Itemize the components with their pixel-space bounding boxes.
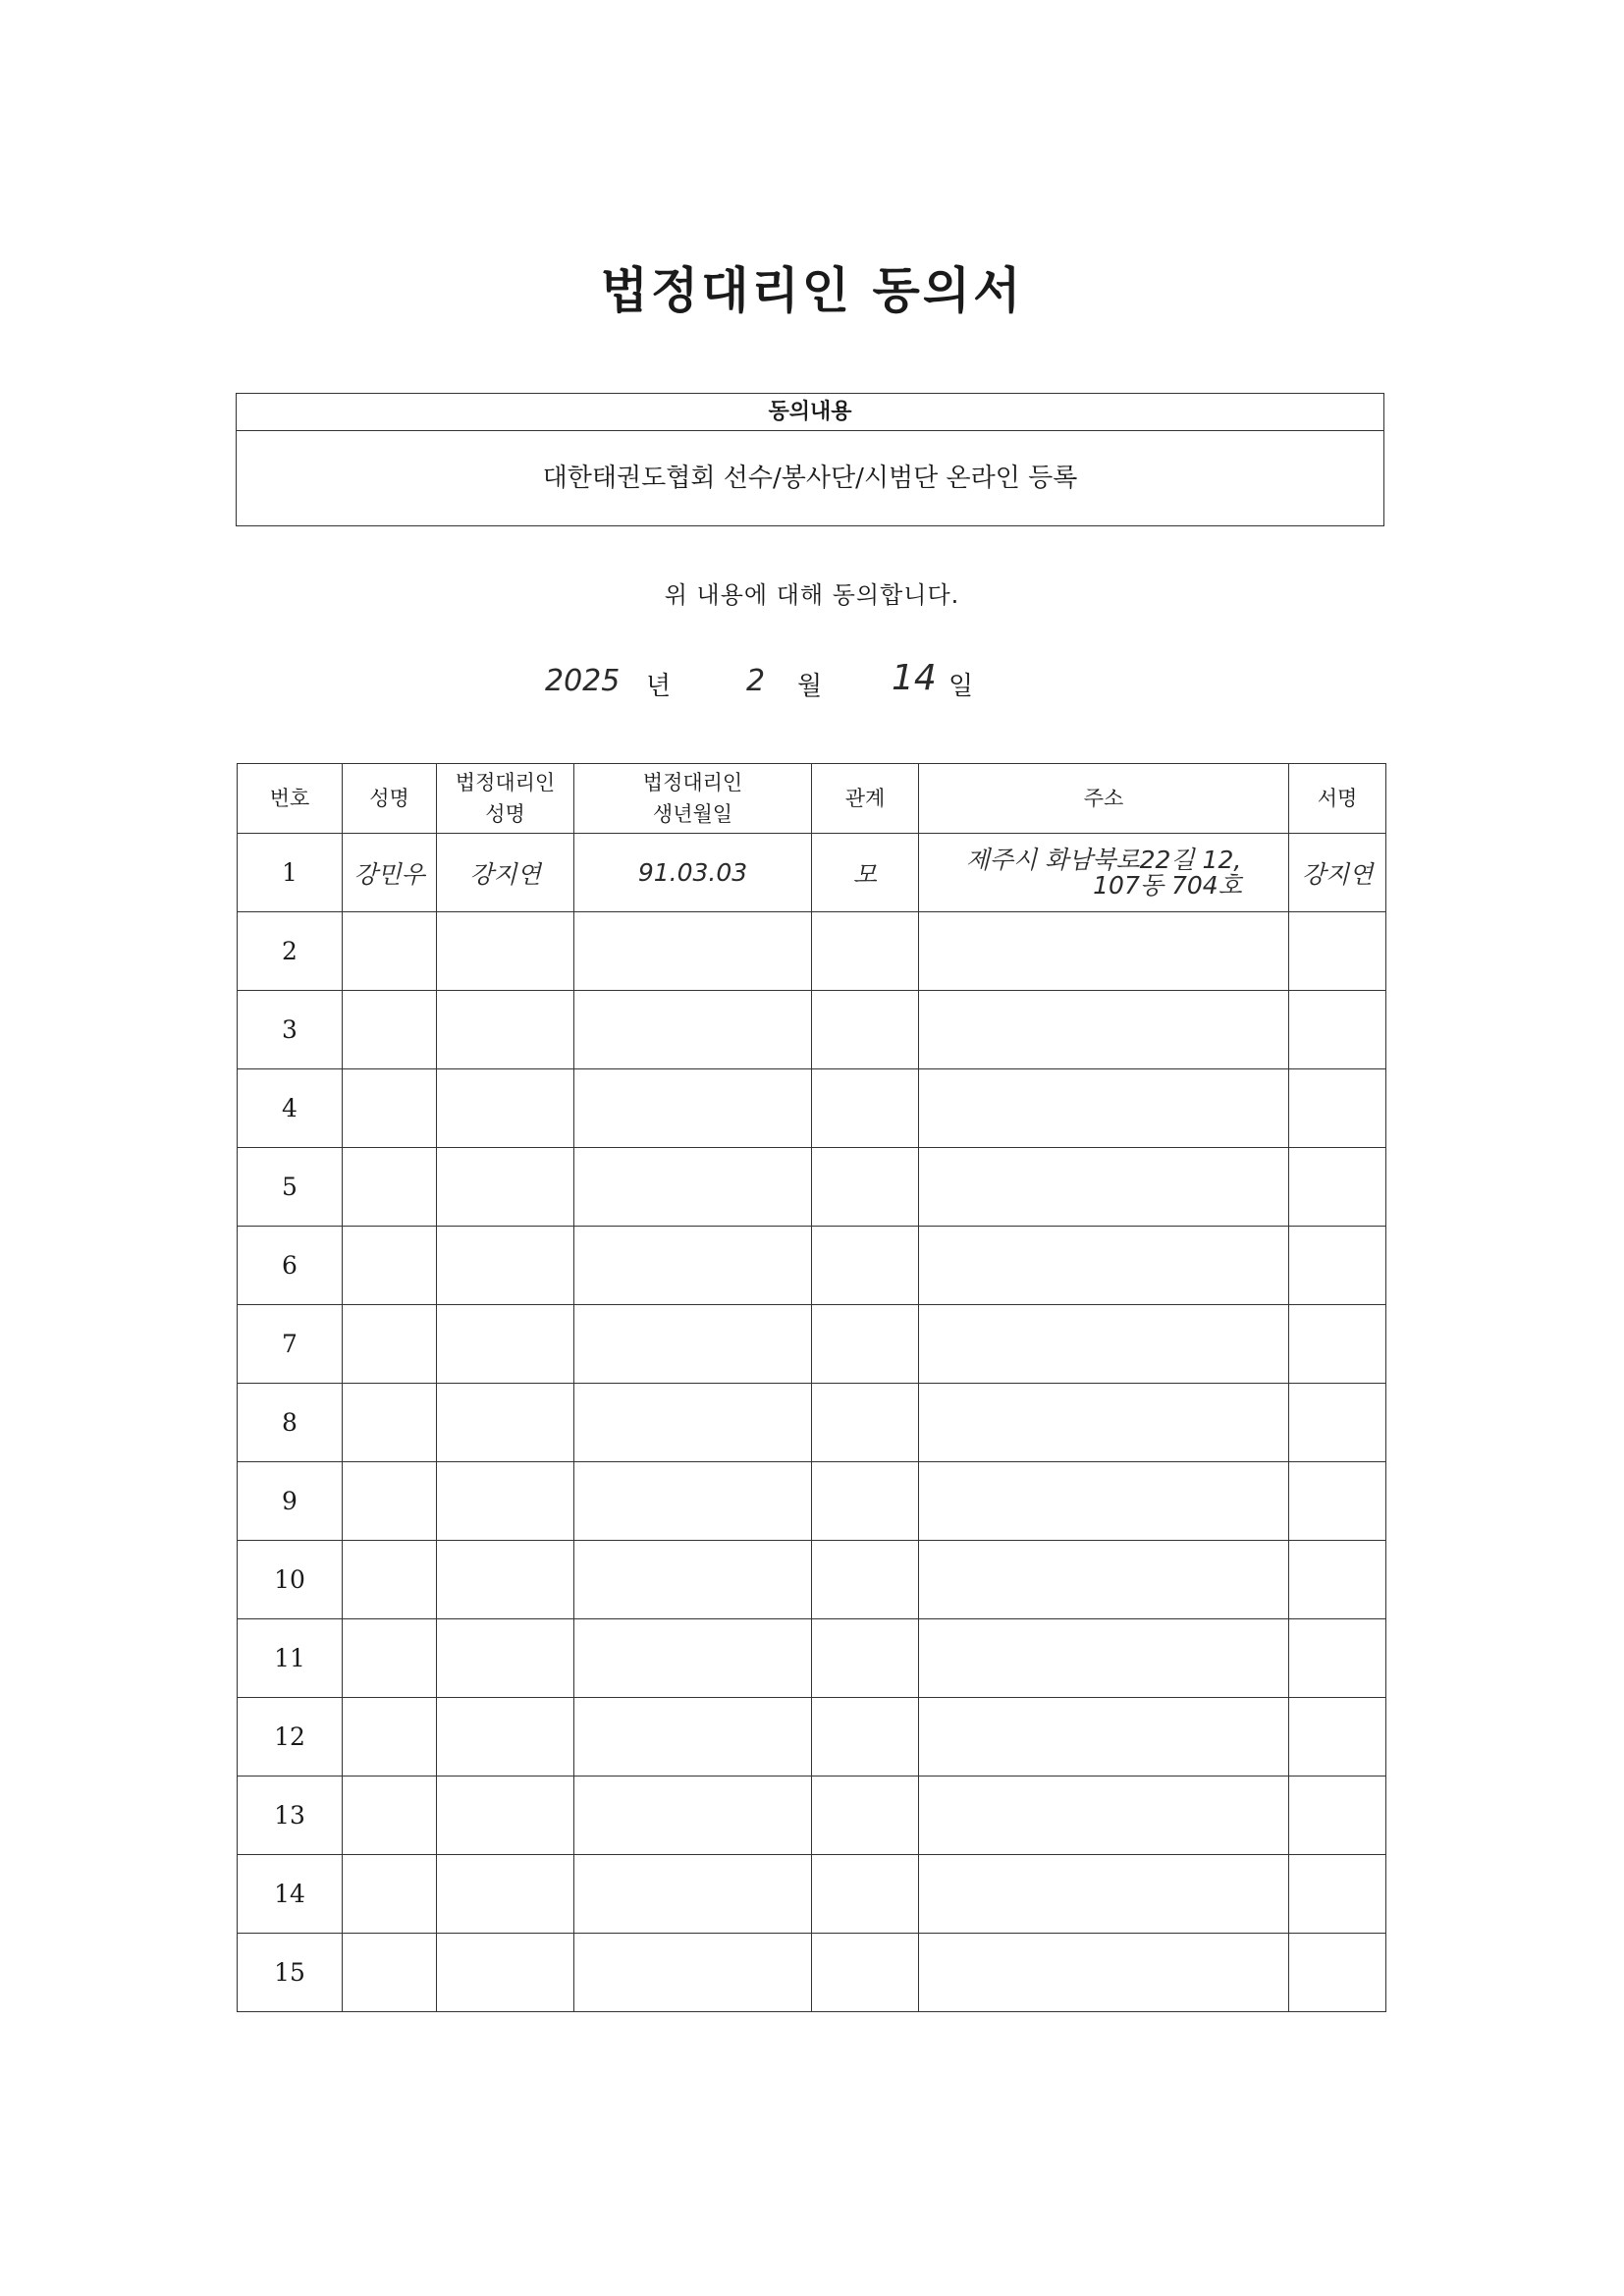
cell-number: 5 [238,1148,343,1227]
header-relation: 관계 [812,764,919,834]
table-row [238,834,1386,912]
cell-guardian-birth: 91.03.03 [574,834,812,912]
cell-address [919,1541,1289,1619]
table-row [238,1777,1386,1855]
table-row [238,991,1386,1069]
cell-guardian-birth [574,1777,812,1855]
cell-signature [1289,991,1386,1069]
cell-relation [812,1541,919,1619]
header-guardian-birth-line1: 법정대리인 [642,771,743,794]
cell-guardian-name [437,1855,574,1934]
cell-number: 1 [238,834,343,912]
cell-relation [812,1227,919,1305]
cell-name [343,1069,437,1148]
cell-name [343,1384,437,1462]
cell-guardian-name [437,912,574,991]
header-guardian-name-line1: 법정대리인 [455,771,556,794]
cell-relation [812,912,919,991]
cell-guardian-birth [574,991,812,1069]
cell-name [343,1698,437,1777]
header-number: 번호 [238,764,343,834]
cell-guardian-name: 강지연 [437,834,574,912]
table-row [238,912,1386,991]
cell-address [919,1069,1289,1148]
cell-signature [1289,1148,1386,1227]
consent-content-box [236,393,1384,526]
cell-address [919,991,1289,1069]
cell-guardian-birth [574,1541,812,1619]
cell-guardian-name [437,1148,574,1227]
cell-number: 4 [238,1069,343,1148]
cell-relation [812,1069,919,1148]
table-row [238,1541,1386,1619]
cell-signature [1289,1384,1386,1462]
cell-number: 9 [238,1462,343,1541]
cell-guardian-name [437,1227,574,1305]
cell-name [343,1148,437,1227]
cell-guardian-name [437,1384,574,1462]
guardian-table [237,763,1386,2012]
cell-signature [1289,1462,1386,1541]
cell-signature [1289,1855,1386,1934]
cell-number: 2 [238,912,343,991]
cell-address [919,1777,1289,1855]
cell-number: 3 [238,991,343,1069]
header-address: 주소 [919,764,1289,834]
document-title: 법정대리인 동의서 [600,262,1024,319]
table-row [238,1069,1386,1148]
cell-name [343,991,437,1069]
cell-guardian-birth [574,1619,812,1698]
cell-guardian-birth [574,1698,812,1777]
cell-signature [1289,1305,1386,1384]
cell-signature [1289,1698,1386,1777]
header-signature: 서명 [1289,764,1386,834]
cell-signature [1289,1777,1386,1855]
cell-number: 15 [238,1934,343,2012]
cell-guardian-birth [574,1305,812,1384]
header-guardian-name [437,764,574,834]
cell-relation [812,991,919,1069]
header-guardian-name-line2: 성명 [485,802,525,826]
header-guardian-birth-line2: 생년월일 [652,802,733,826]
cell-number: 8 [238,1384,343,1462]
cell-signature [1289,912,1386,991]
cell-name [343,1855,437,1934]
cell-guardian-birth [574,912,812,991]
header-name: 성명 [343,764,437,834]
cell-guardian-name [437,1462,574,1541]
cell-guardian-birth [574,1462,812,1541]
cell-address [919,1462,1289,1541]
cell-relation [812,1934,919,2012]
cell-number: 14 [238,1855,343,1934]
cell-address [919,1698,1289,1777]
date-year: 2025 [545,664,621,698]
cell-address [919,1934,1289,2012]
cell-relation [812,1148,919,1227]
cell-number: 7 [238,1305,343,1384]
cell-signature [1289,1619,1386,1698]
cell-number: 6 [238,1227,343,1305]
cell-name: 강민우 [343,834,437,912]
cell-signature [1289,1227,1386,1305]
cell-address [919,1305,1289,1384]
cell-signature [1289,1069,1386,1148]
cell-name [343,1619,437,1698]
cell-guardian-name [437,1619,574,1698]
cell-guardian-birth [574,1934,812,2012]
cell-relation [812,1619,919,1698]
date-day: 14 [892,658,937,698]
cell-name [343,1305,437,1384]
cell-relation [812,1305,919,1384]
cell-guardian-name [437,1777,574,1855]
cell-address [919,1855,1289,1934]
cell-guardian-birth [574,1069,812,1148]
cell-relation [812,1777,919,1855]
table-header-row [238,764,1386,834]
agreement-statement: 위 내용에 대해 동의합니다. [664,581,960,609]
cell-signature [1289,1541,1386,1619]
cell-name [343,1541,437,1619]
cell-guardian-name [437,991,574,1069]
date-month-unit: 월 [797,672,823,701]
cell-relation: 모 [812,834,919,912]
table-row [238,1305,1386,1384]
cell-address [919,1384,1289,1462]
consent-content: 대한태권도협회 선수/봉사단/시범단 온라인 등록 [542,464,1078,493]
consent-heading: 동의내용 [237,394,1383,431]
cell-name [343,1934,437,2012]
table-row [238,1855,1386,1934]
cell-guardian-name [437,1541,574,1619]
cell-guardian-name [437,1698,574,1777]
cell-name [343,1227,437,1305]
cell-address [919,1619,1289,1698]
cell-number: 11 [238,1619,343,1698]
table-row [238,1227,1386,1305]
cell-relation [812,1855,919,1934]
table-row [238,1698,1386,1777]
cell-guardian-birth [574,1384,812,1462]
address-line-2: 107동 704호 [1093,870,1242,900]
header-guardian-birth [574,764,812,834]
cell-signature [1289,1934,1386,2012]
table-row [238,1462,1386,1541]
cell-relation [812,1462,919,1541]
cell-address [919,834,1289,912]
date-month: 2 [746,664,766,698]
table-row [238,1148,1386,1227]
table-row [238,1934,1386,2012]
date-line [0,658,1624,707]
address-line-1: 제주시 화남북로22길 12, [965,845,1242,874]
cell-number: 10 [238,1541,343,1619]
cell-address [919,912,1289,991]
cell-name [343,1462,437,1541]
table-row [238,1384,1386,1462]
cell-guardian-birth [574,1227,812,1305]
date-day-unit: 일 [948,672,974,701]
table-body [238,834,1386,2012]
cell-number: 12 [238,1698,343,1777]
cell-guardian-name [437,1305,574,1384]
cell-name [343,1777,437,1855]
cell-guardian-birth [574,1148,812,1227]
date-year-unit: 년 [646,672,672,701]
cell-name [343,912,437,991]
cell-address [919,1148,1289,1227]
cell-relation [812,1384,919,1462]
cell-guardian-name [437,1069,574,1148]
cell-guardian-birth [574,1855,812,1934]
cell-number: 13 [238,1777,343,1855]
cell-address [919,1227,1289,1305]
cell-signature: 강지연 [1289,834,1386,912]
cell-relation [812,1698,919,1777]
cell-guardian-name [437,1934,574,2012]
table-row [238,1619,1386,1698]
